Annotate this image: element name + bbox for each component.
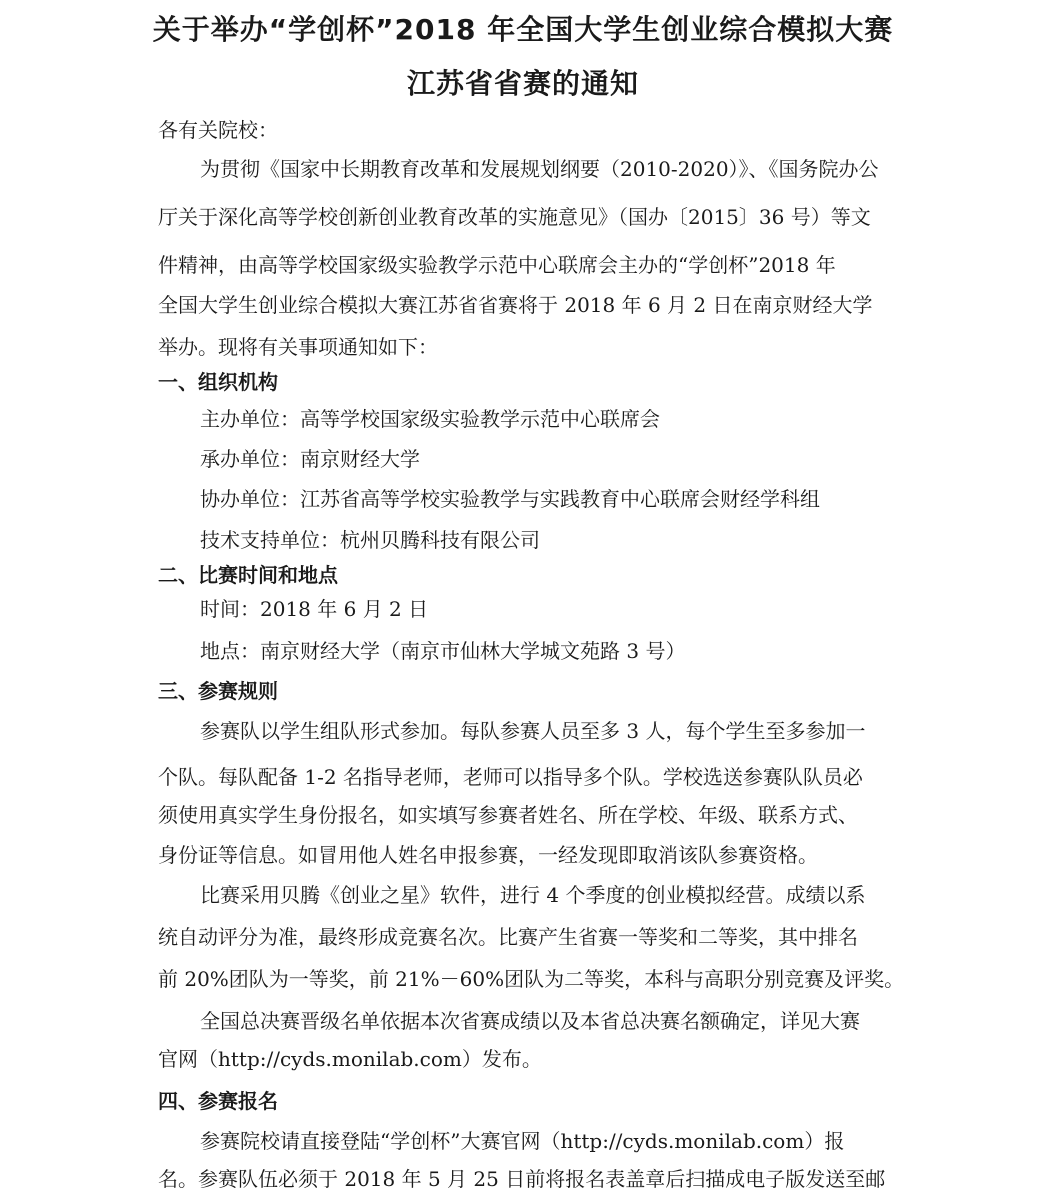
organizer-line: 主办单位：高等学校国家级实验教学示范中心联席会	[200, 407, 660, 431]
rules-line: 参赛队以学生组队形式参加。每队参赛人员至多 3 人，每个学生至多参加一	[200, 719, 866, 743]
rules-line: 官网（http://cyds.monilab.com）发布。	[158, 1047, 542, 1071]
time-line: 时间：2018 年 6 月 2 日	[200, 597, 429, 621]
rules-line: 身份证等信息。如冒用他人姓名申报参赛，一经发现即取消该队参赛资格。	[158, 843, 818, 867]
tech-support-line: 技术支持单位：杭州贝腾科技有限公司	[200, 528, 540, 552]
rules-line: 前 20%团队为一等奖，前 21%－60%团队为二等奖，本科与高职分别竞赛及评奖。	[158, 967, 905, 991]
salutation: 各有关院校：	[158, 118, 278, 142]
intro-line: 为贯彻《国家中长期教育改革和发展规划纲要（2010-2020）》、《国务院办公	[200, 157, 879, 181]
registration-line: 参赛院校请直接登陆“学创杯”大赛官网（http://cyds.monilab.com）报	[200, 1129, 845, 1153]
intro-line: 举办。现将有关事项通知如下：	[158, 335, 438, 359]
location-line: 地点：南京财经大学（南京市仙林大学城文苑路 3 号）	[200, 639, 686, 663]
rules-line: 个队。每队配备 1-2 名指导老师，老师可以指导多个队。学校选送参赛队队员必	[158, 765, 863, 789]
rules-line: 比赛采用贝腾《创业之星》软件，进行 4 个季度的创业模拟经营。成绩以系	[200, 883, 866, 907]
registration-line: 名。参赛队伍必须于 2018 年 5 月 25 日前将报名表盖章后扫描成电子版发送至邮	[158, 1167, 886, 1191]
intro-line: 全国大学生创业综合模拟大赛江苏省省赛将于 2018 年 6 月 2 日在南京财经大学	[158, 293, 873, 317]
host-line: 承办单位：南京财经大学	[200, 447, 420, 471]
section-heading-registration: 四、参赛报名	[158, 1089, 278, 1113]
document-title-line-2: 江苏省省赛的通知	[406, 67, 639, 100]
intro-line: 件精神，由高等学校国家级实验教学示范中心联席会主办的“学创杯”2018 年	[158, 253, 836, 277]
rules-line: 全国总决赛晋级名单依据本次省赛成绩以及本省总决赛名额确定，详见大赛	[200, 1009, 860, 1033]
section-heading-organization: 一、组织机构	[158, 370, 278, 394]
rules-line: 统自动评分为准，最终形成竞赛名次。比赛产生省赛一等奖和二等奖，其中排名	[158, 925, 858, 949]
section-heading-time-location: 二、比赛时间和地点	[158, 563, 338, 587]
section-heading-rules: 三、参赛规则	[158, 679, 278, 703]
intro-line: 厅关于深化高等学校创新创业教育改革的实施意见》（国办〔2015〕36 号）等文	[158, 205, 871, 229]
co-organizer-line: 协办单位：江苏省高等学校实验教学与实践教育中心联席会财经学科组	[200, 487, 820, 511]
document-title-line-1: 关于举办“学创杯”2018 年全国大学生创业综合模拟大赛	[152, 13, 894, 46]
rules-line: 须使用真实学生身份报名，如实填写参赛者姓名、所在学校、年级、联系方式、	[158, 803, 858, 827]
